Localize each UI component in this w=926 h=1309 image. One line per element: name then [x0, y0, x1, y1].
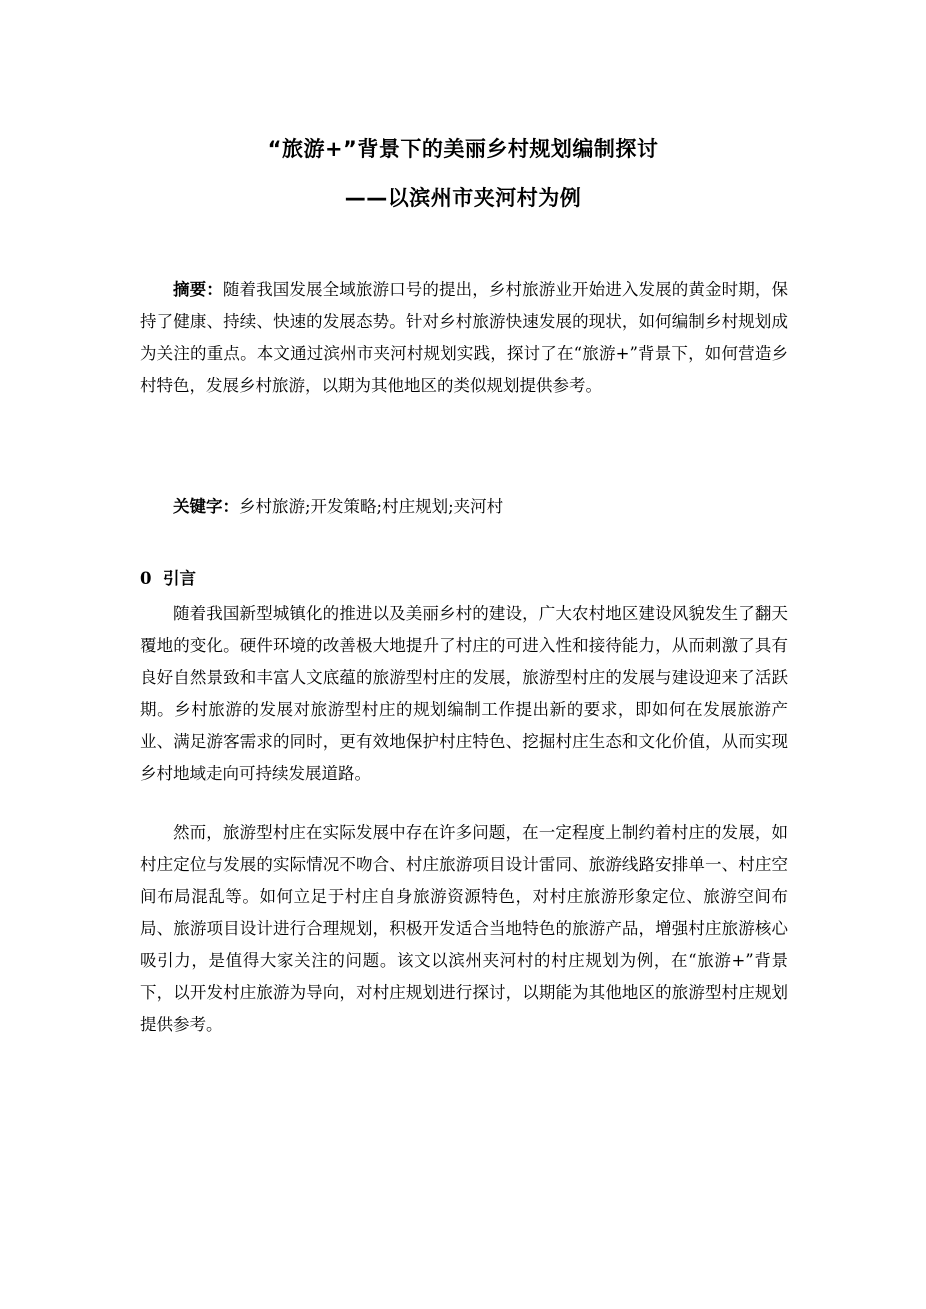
section-heading [140, 563, 788, 595]
abstract-text: 随着我国发展全域旅游口号的提出，乡村旅游业开始进入发展的黄金时期，保持了健康、持续、快速的发展态势。针对乡村旅游快速发展的现状，如何编制乡村规划成为关注的重点。本文通过滨州市夹河村规划实践，探讨了在“旅游+”背景下，如何营造乡村特色，发展乡村旅游，以期为其他地区的类似规划提供参考。 [140, 280, 788, 395]
body-paragraph: 随着我国新型城镇化的推进以及美丽乡村的建设，广大农村地区建设风貌发生了翻天覆地的变化。硬件环境的改善极大地提升了村庄的可进入性和接待能力，从而刺激了具有良好自然景致和丰富人文底蕴的旅游型村庄的发展，旅游型村庄的发展与建设迎来了活跃期。乡村旅游的发展对旅游型村庄的规划编制工作提出新的要求，即如何在发展旅游产业、满足游客需求的同时，更有效地保护村庄特色、挖掘村庄生态和文化价值，从而实现乡村地域走向可持续发展道路。 [140, 604, 788, 783]
abstract-block [140, 274, 788, 402]
keywords-label: 关键字： [173, 497, 239, 516]
section-number: 0 [140, 569, 152, 588]
paper-subtitle: ——以滨州市夹河村为例 [344, 186, 582, 210]
section-title: 引言 [162, 569, 196, 588]
abstract-label: 摘要： [173, 280, 223, 299]
body-paragraph: 然而，旅游型村庄在实际发展中存在许多问题，在一定程度上制约着村庄的发展，如村庄定位与发展的实际情况不吻合、村庄旅游项目设计雷同、旅游线路安排单一、村庄空间布局混乱等。如何立足于村庄自身旅游资源特色，对村庄旅游形象定位、旅游空间布局、旅游项目设计进行合理规划，积极开发适合当地特色的旅游产品，增强村庄旅游核心吸引力，是值得大家关注的问题。该文以滨州夹河村的村庄规划为例，在“旅游+”背景下，以开发村庄旅游为导向，对村庄规划进行探讨，以期能为其他地区的旅游型村庄规划提供参考。 [140, 823, 788, 1034]
keywords-text: 乡村旅游;开发策略;村庄规划;夹河村 [239, 497, 504, 516]
paper-title: “旅游+”背景下的美丽乡村规划编制探讨 [267, 137, 659, 161]
keywords-block [140, 491, 788, 523]
